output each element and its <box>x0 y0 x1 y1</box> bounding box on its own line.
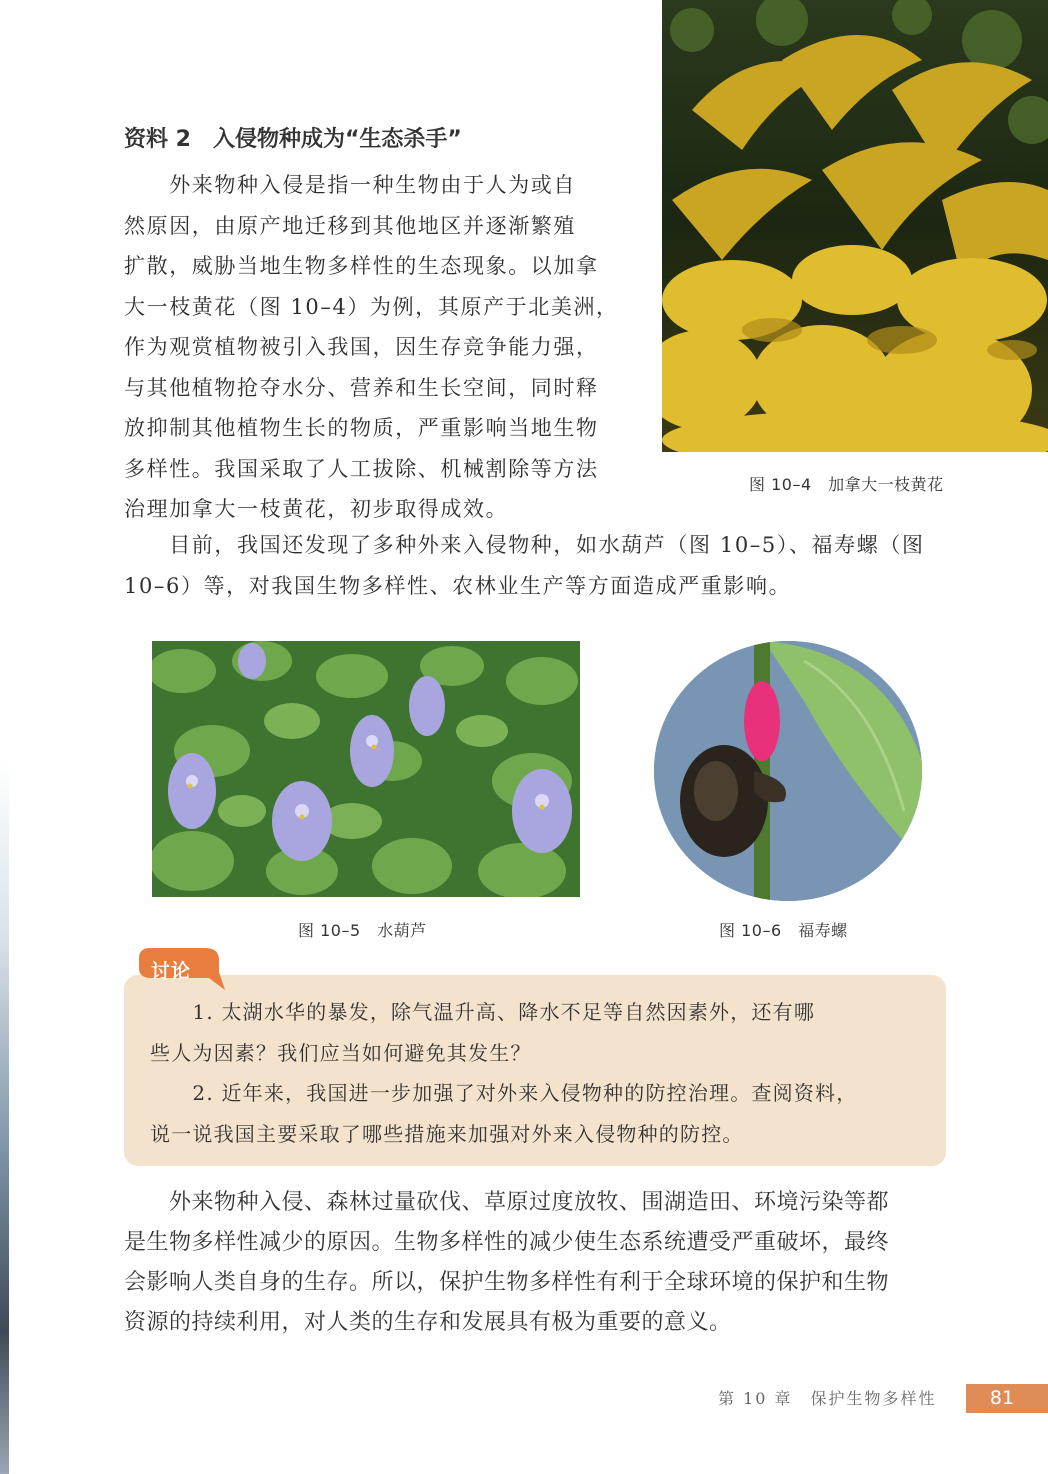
text-line: 是生物多样性减少的原因。生物多样性的减少使生态系统遭受严重破坏，最终 <box>124 1230 890 1255</box>
text-line: 治理加拿大一枝黄花，初步取得成效。 <box>124 497 509 521</box>
page-number: 81 <box>989 1387 1015 1409</box>
text-line: 作为观赏植物被引入我国，因生存竞争能力强， <box>124 335 599 359</box>
paragraph-invasive-species <box>124 165 634 530</box>
text-line: 然原因，由原产地迁移到其他地区并逐渐繁殖 <box>124 213 576 238</box>
text-line: 外来物种入侵、森林过量砍伐、草原过度放牧、围湖造田、环境污染等都 <box>124 1190 890 1215</box>
text-line: 资源的持续利用，对人类的生存和发展具有极为重要的意义。 <box>124 1310 732 1335</box>
text-line: 多样性。我国采取了人工拔除、机械割除等方法 <box>124 456 599 481</box>
text-line: 1. 太湖水华的暴发，除气温升高、降水不足等自然因素外，还有哪 <box>150 1000 816 1024</box>
figure-10-4-caption: 图 10–4 加拿大一枝黄花 <box>749 475 944 494</box>
text-line: 会影响人类自身的生存。所以，保护生物多样性有利于全球环境的保护和生物 <box>124 1270 890 1295</box>
water-hyacinth-photo <box>152 641 580 897</box>
text-line: 放抑制其他植物生长的物质，严重影响当地生物 <box>124 416 599 440</box>
paragraph-biodiversity-conclusion <box>124 1183 950 1343</box>
figure-10-6-caption: 图 10–6 福寿螺 <box>719 921 848 940</box>
section-heading: 资料 2 入侵物种成为“生态杀手” <box>124 127 462 152</box>
chapter-footer: 第 10 章 保护生物多样性 <box>718 1389 937 1408</box>
discussion-questions <box>150 992 930 1154</box>
text-line: 大一枝黄花（图 10–4）为例，其原产于北美洲， <box>124 294 619 319</box>
water-hyacinth-illustration <box>152 641 580 897</box>
text-line: 扩散，威胁当地生物多样性的生态现象。以加拿 <box>124 254 599 278</box>
adjacent-page-edge <box>0 760 9 1474</box>
paragraph-other-invasives <box>124 525 946 606</box>
text-line: 说一说我国主要采取了哪些措施来加强对外来入侵物种的防控。 <box>150 1121 744 1146</box>
text-line: 外来物种入侵是指一种生物由于人为或自 <box>124 173 576 197</box>
text-line: 目前，我国还发现了多种外来入侵物种，如水葫芦（图 10–5）、福寿螺（图 <box>124 533 925 557</box>
goldenrod-photo <box>662 0 1048 452</box>
discussion-label: 讨论 <box>150 960 191 982</box>
text-line: 10–6）等，对我国生物多样性、农林业生产等方面造成严重影响。 <box>124 573 792 598</box>
text-line: 与其他植物抢夺水分、营养和生长空间，同时释 <box>124 375 599 400</box>
apple-snail-illustration <box>654 641 922 901</box>
text-line: 2. 近年来，我国进一步加强了对外来入侵物种的防控治理。查阅资料， <box>150 1081 858 1105</box>
apple-snail-photo <box>654 641 922 901</box>
figure-10-5-caption: 图 10–5 水葫芦 <box>298 921 427 940</box>
text-line: 些人为因素？我们应当如何避免其发生？ <box>150 1040 532 1065</box>
goldenrod-illustration <box>662 0 1048 452</box>
